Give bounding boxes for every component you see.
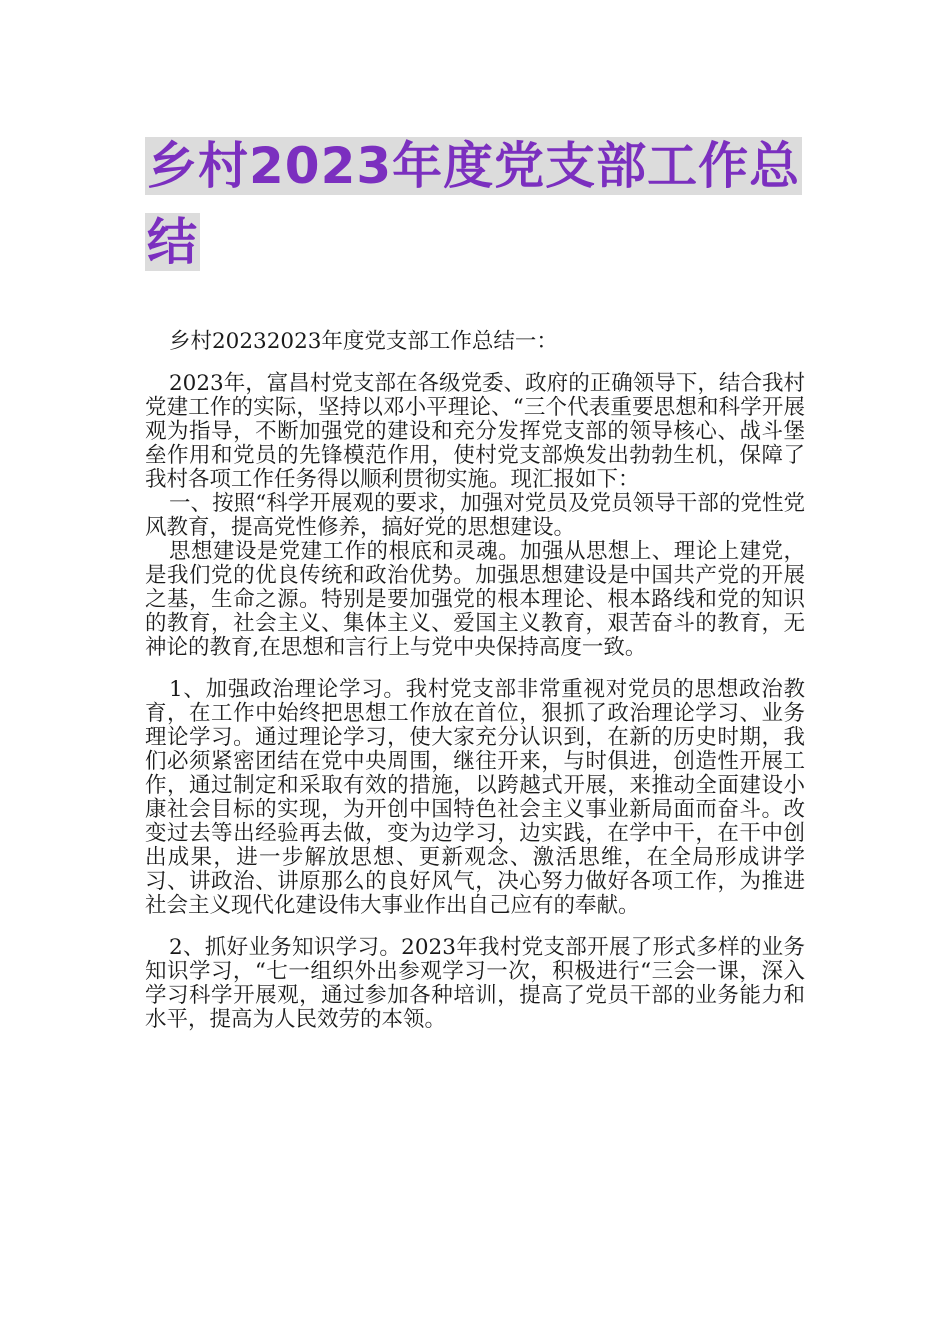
section-one-heading: 一、按照“科学开展观的要求，加强对党员及党员领导干部的党性党风教育，提高党性修养，搞好党的思想建设。 bbox=[145, 491, 805, 540]
document-body bbox=[145, 330, 805, 1032]
political-study-paragraph: 1、加强政治理论学习。我村党支部非常重视对党员的思想政治教育，在工作中始终把思想工作放在首位，狠抓了政治理论学习、业务理论学习。通过理论学习，使大家充分认识到，在新的历史时期，我们必须紧密团结在党中央周围，继往开来，与时俱进，创造性开展工作，通过制定和采取有效的措施，以跨越式开展，来推动全面建设小康社会目标的实现，为开创中国特色社会主义事业新局面而奋斗。改变过去等出经验再去做，变为边学习，边实践，在学中干，在干中创出成果，进一步解放思想、更新观念、激活思维，在全局形成讲学习、讲政治、讲原那么的良好风气，决心努力做好各项工作，为推进社会主义现代化建设伟大事业作出自己应有的奉献。 bbox=[145, 677, 805, 918]
document-title-text: 乡村2023年度党支部工作总结 bbox=[147, 137, 801, 271]
summary-paragraph: 2023年，富昌村党支部在各级党委、政府的正确领导下，结合我村党建工作的实际，坚持以邓小平理论、“三个代表重要思想和科学开展观为指导，不断加强党的建设和充分发挥党支部的领导核心、战斗堡垒作用和党员的先锋模范作用，使村党支部焕发出勃勃生机，保障了我村各项工作任务得以顺利贯彻实施。现汇报如下： bbox=[145, 371, 805, 492]
intro-paragraph: 乡村20232023年度党支部工作总结一： bbox=[169, 329, 558, 354]
document-title bbox=[145, 128, 825, 280]
ideology-paragraph: 思想建设是党建工作的根底和灵魂。加强从思想上、理论上建党，是我们党的优良传统和政治优势。加强思想建设是中国共产党的开展之基，生命之源。特别是要加强党的根本理论、根本路线和党的知识的教育，社会主义、集体主义、爱国主义教育，艰苦奋斗的教育，无神论的教育,在思想和言行上与党中央保持高度一致。 bbox=[145, 539, 805, 660]
business-study-paragraph: 2、抓好业务知识学习。2023年我村党支部开展了形式多样的业务知识学习，“七一组织外出参观学习一次，积极进行“三会一课，深入学习科学开展观，通过参加各种培训，提高了党员干部的业务能力和水平，提高为人民效劳的本领。 bbox=[145, 935, 805, 1032]
